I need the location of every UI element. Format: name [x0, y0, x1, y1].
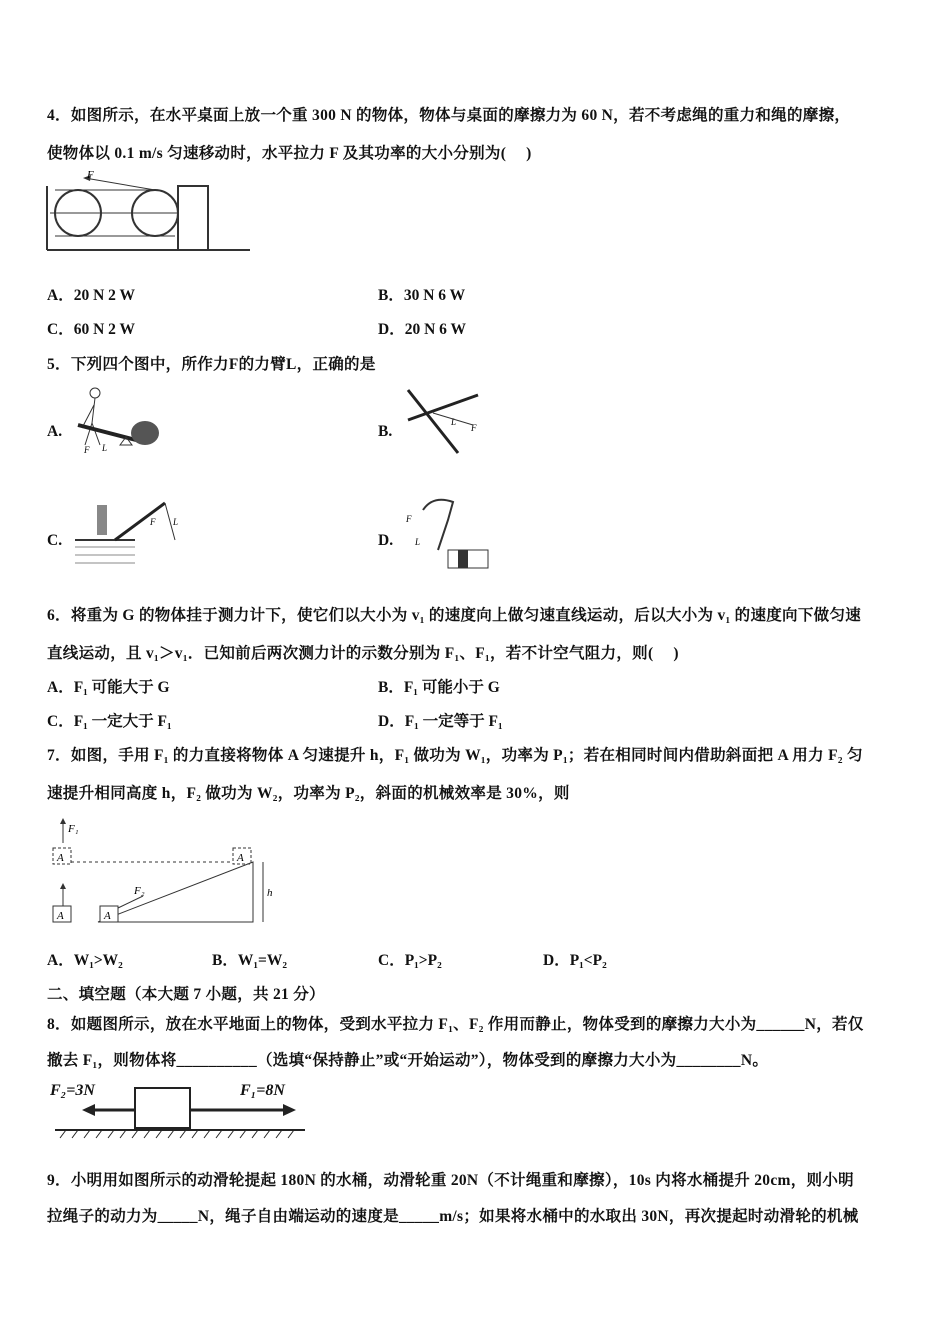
svg-text:h: h	[267, 887, 273, 899]
q8-stem-line2: 撤去 F₁，则物体将__________（选填“保持静止”或“开始运动”），物体受到的摩擦力大小为________N。	[47, 1052, 769, 1069]
q4-option-a[interactable]: A．20 N 2 W	[47, 287, 135, 304]
q6-option-a[interactable]: A．F₁ 可能大于 G	[47, 679, 170, 696]
q6-option-d[interactable]: D．F₁ 一定等于 F₁	[378, 713, 503, 730]
q7-stem-line2: 速提升相同高度 h，F₂ 做功为 W₂，功率为 P₂，斜面的机械效率是 30%，则	[47, 785, 570, 802]
q5-stem: 5．下列四个图中，所作力F的力臂L，正确的是	[47, 356, 376, 373]
q4-option-b[interactable]: B．30 N 6 W	[378, 287, 466, 304]
q5-option-b[interactable]: B.	[378, 423, 393, 440]
svg-text:F: F	[471, 423, 477, 433]
svg-text:F: F	[406, 514, 412, 524]
q6-stem-line2: 直线运动，且 v₁＞v₁．已知前后两次测力计的示数分别为 F₁、F₁，若不计空气阻力，则( )	[47, 645, 679, 662]
q5-figure-b-pliers	[403, 385, 483, 455]
svg-text:L: L	[451, 417, 457, 427]
f2-label: F₂=3N	[50, 1082, 95, 1099]
section-heading: 二、填空题（本大题 7 小题，共 21 分）	[47, 986, 325, 1003]
svg-text:L: L	[102, 443, 108, 453]
q6-stem-line1: 6．将重为 G 的物体挂于测力计下，使它们以大小为 v₁ 的速度向上做匀速直线运动，后以大小为 v₁ 的速度向下做匀速	[47, 607, 862, 624]
q8-stem-line1: 8．如题图所示，放在水平地面上的物体，受到水平拉力 F₁、F₂ 作用而静止，物体受到的摩擦力大小为______N，若仅	[47, 1016, 864, 1033]
svg-text:A: A	[237, 852, 244, 864]
q5-figure-d-faucet	[403, 490, 493, 572]
svg-text:L: L	[173, 517, 179, 527]
q9-stem-line2: 拉绳子的动力为_____N，绳子自由端运动的速度是_____m/s；如果将水桶中的水取出 30N，再次提起时动滑轮的机械	[47, 1208, 859, 1225]
svg-text:F₁: F₁	[68, 823, 79, 835]
q7-option-c[interactable]: C．P₁>P₂	[378, 952, 442, 969]
q5-option-c[interactable]: C.	[47, 532, 63, 549]
q6-option-c[interactable]: C．F₁ 一定大于 F₁	[47, 713, 172, 730]
q7-stem-line1: 7．如图，手用 F₁ 的力直接将物体 A 匀速提升 h，F₁ 做功为 W₁，功率为 P₁；若在相同时间内借助斜面把 A 用力 F₂ 匀	[47, 747, 863, 764]
q4-force-label: F	[87, 169, 94, 181]
f1-label: F₁=8N	[240, 1082, 285, 1099]
q5-figure-a-crowbar	[70, 383, 160, 455]
q5-option-a[interactable]: A.	[47, 423, 63, 440]
svg-text:F: F	[84, 445, 90, 455]
q4-pulley-figure	[45, 168, 255, 258]
q4-option-c[interactable]: C．60 N 2 W	[47, 321, 135, 338]
svg-text:F: F	[150, 517, 156, 527]
svg-text:A: A	[57, 910, 64, 922]
svg-text:F₂: F₂	[134, 885, 145, 897]
q4-stem-line1: 4．如图所示，在水平桌面上放一个重 300 N 的物体，物体与桌面的摩擦力为 60 N，若不考虑绳的重力和绳的摩擦，	[47, 107, 851, 124]
svg-text:A: A	[57, 852, 64, 864]
q4-stem-line2: 使物体以 0.1 m/s 匀速移动时，水平拉力 F 及其功率的大小分别为( )	[47, 145, 532, 162]
q5-figure-c-hammer	[75, 495, 185, 575]
q8-force-figure	[50, 1080, 310, 1142]
q7-option-a[interactable]: A．W₁>W₂	[47, 952, 123, 969]
svg-text:A: A	[104, 910, 111, 922]
q4-option-d[interactable]: D．20 N 6 W	[378, 321, 466, 338]
q6-option-b[interactable]: B．F₁ 可能小于 G	[378, 679, 500, 696]
svg-text:L: L	[415, 537, 421, 547]
q7-incline-figure	[48, 818, 288, 928]
q7-option-b[interactable]: B．W₁=W₂	[212, 952, 287, 969]
q9-stem-line1: 9．小明用如图所示的动滑轮提起 180N 的水桶，动滑轮重 20N（不计绳重和摩擦），10s 内将水桶提升 20cm，则小明	[47, 1172, 854, 1189]
q5-option-d[interactable]: D.	[378, 532, 394, 549]
q7-option-d[interactable]: D．P₁<P₂	[543, 952, 607, 969]
